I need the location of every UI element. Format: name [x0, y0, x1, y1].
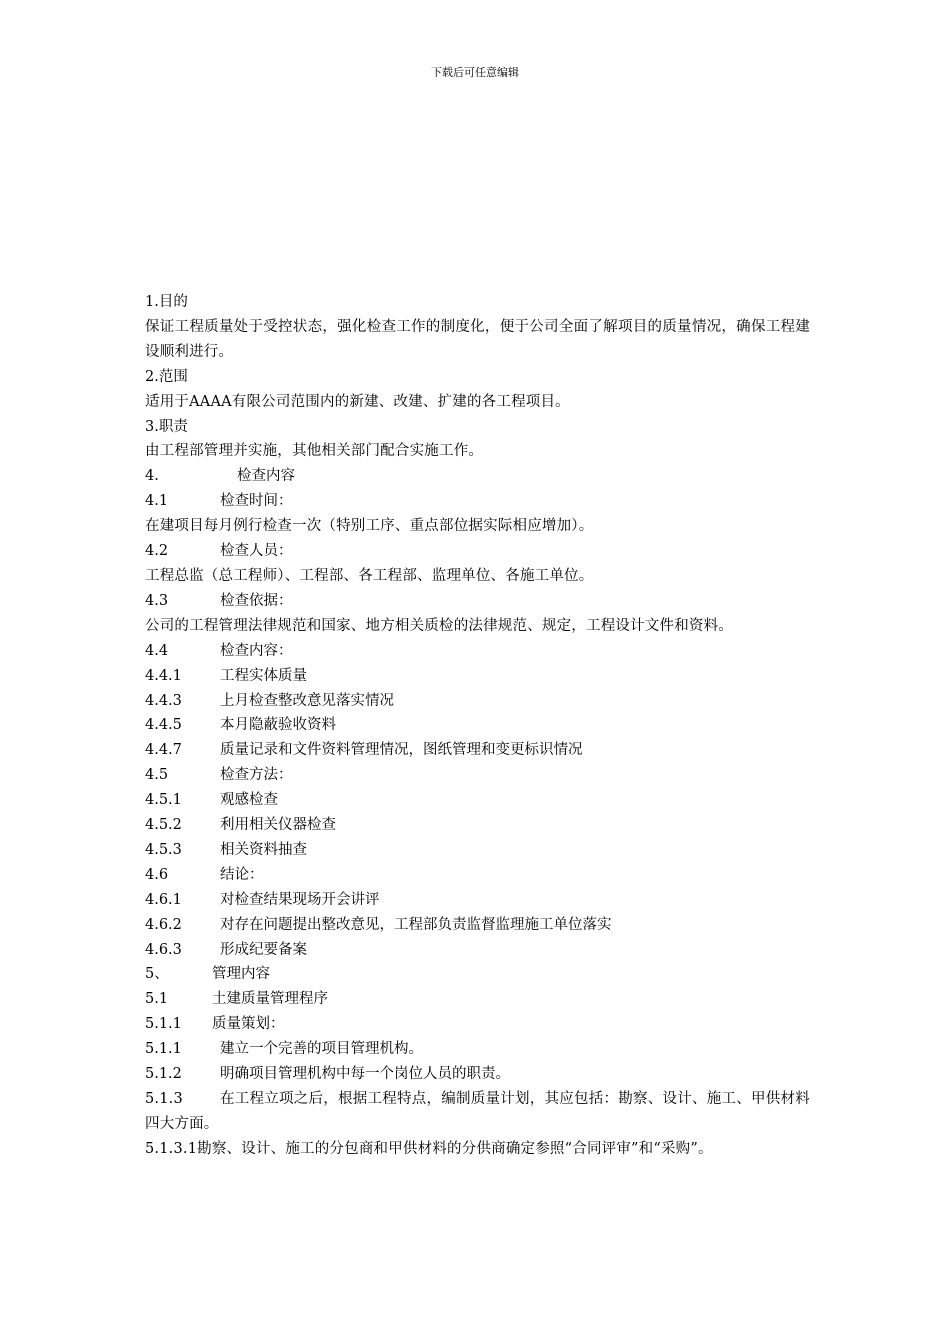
section-5-heading	[145, 962, 810, 987]
list-item-5-1-3	[145, 1087, 810, 1137]
item-number: 4.4.1	[145, 667, 182, 684]
section-4-2-text: 工程总监（总工程师）、工程部、各工程部、监理单位、各施工单位。	[145, 567, 594, 584]
section-4-4-heading	[145, 639, 810, 664]
section-4-6-heading	[145, 863, 810, 888]
item-label: 对检查结果现场开会讲评	[220, 891, 380, 908]
item-number: 4.6.1	[145, 891, 182, 908]
item-number: 4.5.1	[145, 792, 182, 809]
section-5-1-heading	[145, 987, 810, 1012]
item-number: 4.4.7	[145, 742, 182, 759]
section-number: 4.1	[145, 493, 169, 510]
section-label: 检查方法：	[220, 767, 293, 784]
section-label: 土建质量管理程序	[212, 991, 328, 1008]
section-4-1-text: 在建项目每月例行检查一次（特别工序、重点部位据实际相应增加）。	[145, 518, 594, 535]
list-item-4-4-1	[145, 664, 810, 689]
section-label: 检查内容	[237, 468, 295, 485]
item-label: 质量策划：	[212, 1016, 285, 1033]
list-item-4-6-2	[145, 913, 810, 938]
list-item-5-1-1-a	[145, 1012, 810, 1037]
item-label: 在工程立项之后，根据工程特点，编制质量计划，其应包括：勘察、设计、施工、甲供材料四大方面。	[145, 1091, 810, 1132]
section-label: 检查时间：	[220, 493, 293, 510]
section-4-2-heading	[145, 539, 810, 564]
section-number: 4.	[145, 468, 159, 485]
section-4-3-heading	[145, 589, 810, 614]
item-label: 对存在问题提出整改意见，工程部负责监督监理施工单位落实	[220, 916, 612, 933]
section-4-5-heading	[145, 763, 810, 788]
item-label: 相关资料抽查	[220, 841, 307, 858]
section-4-1-heading	[145, 489, 810, 514]
list-item-4-6-3	[145, 938, 810, 963]
item-number: 5.1.1	[145, 1016, 182, 1033]
item-number: 4.5.3	[145, 841, 182, 858]
section-number: 5、	[145, 966, 169, 983]
section-1-title: 1.目的	[145, 294, 188, 310]
list-item-5-1-2	[145, 1062, 810, 1087]
section-4-heading	[145, 464, 810, 489]
section-label: 检查人员：	[220, 543, 293, 560]
section-label: 检查内容：	[220, 642, 293, 659]
section-number: 4.2	[145, 543, 169, 560]
item-number: 5.1.1	[145, 1041, 182, 1058]
page-header: 下载后可任意编辑	[431, 66, 519, 79]
section-label: 管理内容	[212, 966, 270, 983]
section-number: 4.5	[145, 767, 169, 784]
section-2-text: 适用于AAAA有限公司范围内的新建、改建、扩建的各工程项目。	[145, 393, 570, 410]
item-label: 工程实体质量	[220, 667, 307, 684]
item-number: 4.6.3	[145, 941, 182, 958]
section-number: 5.1	[145, 991, 169, 1008]
item-number: 4.5.2	[145, 817, 182, 834]
item-number: 4.4.3	[145, 692, 182, 709]
list-item-4-6-1	[145, 888, 810, 913]
section-label: 检查依据：	[220, 592, 293, 609]
item-label: 利用相关仪器检查	[220, 817, 336, 834]
list-item-4-4-5	[145, 713, 810, 738]
section-3-text: 由工程部管理并实施，其他相关部门配合实施工作。	[145, 443, 484, 460]
section-number: 4.6	[145, 866, 169, 883]
section-number: 4.3	[145, 592, 169, 609]
section-1-text: 保证工程质量处于受控状态，强化检查工作的制度化，便于公司全面了解项目的质量情况，确保工程建设顺利进行。	[145, 318, 810, 360]
item-label: 观感检查	[220, 792, 278, 809]
list-item-4-5-2	[145, 813, 810, 838]
item-label: 上月检查整改意见落实情况	[220, 692, 394, 709]
item-number: 5.1.2	[145, 1066, 182, 1083]
item-number: 5.1.3	[145, 1091, 183, 1107]
item-label: 质量记录和文件资料管理情况，图纸管理和变更标识情况	[220, 742, 583, 759]
section-3-title: 3.职责	[145, 418, 188, 435]
section-2-title: 2.范围	[145, 368, 188, 385]
item-number: 4.6.2	[145, 916, 182, 933]
section-label: 结论：	[220, 866, 264, 883]
section-4-3-text: 公司的工程管理法律规范和国家、地方相关质检的法律规范、规定，工程设计文件和资料。	[145, 617, 733, 634]
section-5-1-3-1-text: 5.1.3.1勘察、设计、施工的分包商和甲供材料的分供商确定参照“合同评审”和“采购”。	[145, 1140, 713, 1157]
list-item-4-5-3	[145, 838, 810, 863]
list-item-4-4-3	[145, 689, 810, 714]
item-label: 形成纪要备案	[220, 941, 307, 958]
item-label: 明确项目管理机构中每一个岗位人员的职责。	[220, 1066, 510, 1083]
item-label: 建立一个完善的项目管理机构。	[220, 1041, 423, 1058]
document-body	[145, 290, 810, 1162]
list-item-4-5-1	[145, 788, 810, 813]
list-item-4-4-7	[145, 738, 810, 763]
section-number: 4.4	[145, 642, 169, 659]
item-number: 4.4.5	[145, 717, 182, 734]
item-label: 本月隐蔽验收资料	[220, 717, 336, 734]
list-item-5-1-1-b	[145, 1037, 810, 1062]
